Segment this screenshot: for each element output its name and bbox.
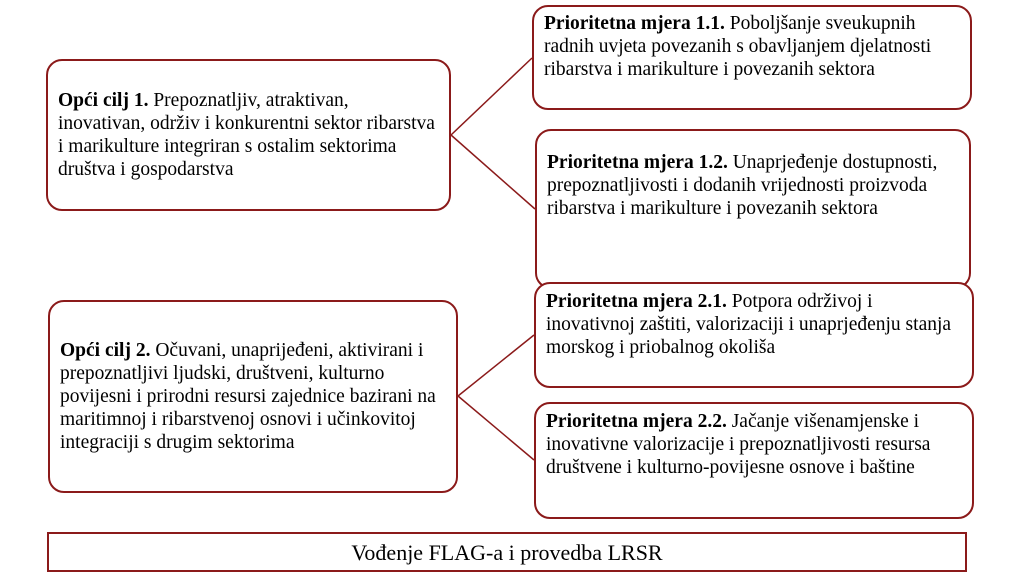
priority-measure-1-1-text: Poboljšanje sveukupnih radnih uvjeta povezanih s obavljanjem djelatnosti ribarstva i marikulture i povezanih sektora: [544, 13, 932, 80]
priority-measure-1-2-text: Unaprjeđenje dostupnosti, prepoznatljivosti i dodanih vrijednosti proizvoda ribarstva i marikulture i povezanih sektora: [547, 152, 938, 219]
priority-measure-2-1-text: Potpora održivoj i inovativnoj zaštiti, valorizaciji i unaprjeđenju stanja morskog i priobalnog okoliša: [546, 291, 952, 358]
connector-goal1-measure11: [451, 58, 532, 135]
general-goal-1-label: Opći cilj 1.: [58, 90, 149, 111]
priority-measure-1-2-content: [547, 151, 959, 220]
general-goal-2-label: Opći cilj 2.: [60, 340, 151, 361]
priority-measure-2-2-content: [546, 410, 962, 479]
connector-goal1-measure12: [451, 135, 535, 209]
priority-measure-2-2-label: Prioritetna mjera 2.2.: [546, 411, 727, 432]
general-goal-2-text: Očuvani, unaprijeđeni, aktivirani i prepoznatljivi ljudski, društveni, kulturno povijesni i prirodni resursi zajednice bazirani na maritimnoj i ribarstvenoj osnovi i učinkovitoj integraciji s drugim sektorima: [60, 340, 436, 453]
priority-measure-2-1-box: [534, 282, 974, 388]
general-goal-2-box: [48, 300, 458, 493]
priority-measure-2-2-box: [534, 402, 974, 519]
general-goal-2-content: [60, 339, 446, 454]
connector-goal2-measure22: [458, 396, 534, 460]
connector-goal2-measure21: [458, 335, 534, 396]
priority-measure-1-2-box: [535, 129, 971, 289]
flag-management-footer-text: Vođenje FLAG-a i provedba LRSR: [351, 539, 663, 565]
priority-measure-2-1-content: [546, 290, 962, 359]
priority-measure-1-1-content: [544, 12, 960, 81]
general-goal-1-content: [58, 89, 439, 181]
flag-management-footer-box: [47, 532, 967, 572]
priority-measure-1-1-label: Prioritetna mjera 1.1.: [544, 13, 725, 34]
priority-measure-1-1-box: [532, 5, 972, 110]
general-goal-1-box: [46, 59, 451, 211]
priority-measure-1-2-label: Prioritetna mjera 1.2.: [547, 152, 728, 173]
priority-measure-2-2-text: Jačanje višenamjenske i inovativne valorizacije i prepoznatljivosti resursa društvene i kulturno-povijesne osnove i baštine: [546, 411, 931, 478]
general-goal-1-text: Prepoznatljiv, atraktivan, inovativan, održiv i konkurentni sektor ribarstva i marikulture integriran s ostalim sektorima društva i gospodarstva: [58, 90, 435, 180]
priority-measure-2-1-label: Prioritetna mjera 2.1.: [546, 291, 727, 312]
